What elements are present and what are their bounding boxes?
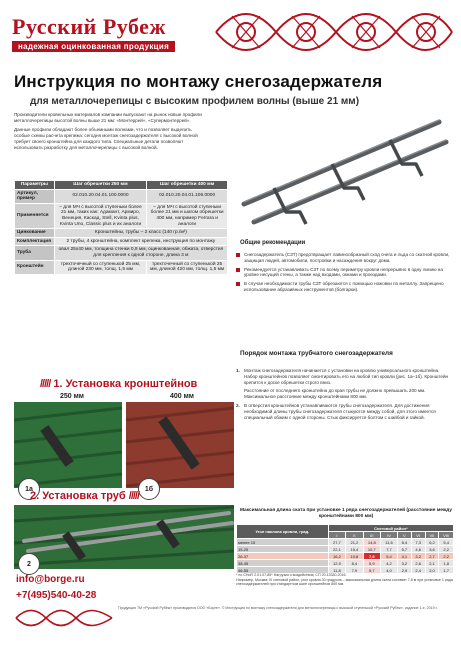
table-cell: 16,2: [328, 553, 345, 560]
section-label: Установка труб: [42, 490, 126, 502]
section-marker: /////: [128, 490, 140, 502]
table-cell: 7,3: [411, 539, 425, 546]
pipe-installation-image: [14, 505, 234, 569]
table-cell: 3,6: [425, 546, 439, 553]
spec-label: Артикул, пример: [15, 189, 55, 203]
length-label-b: 400 мм: [170, 393, 194, 400]
table-cell: 27,7: [328, 539, 345, 546]
list-item: В случае необходимости трубы СЗТ обрезаются с помощью ножовки по металлу. Запрещено использование абразивных инструментов (болгарки).: [236, 281, 452, 293]
example-note-text: Например, Москва: III снеговой район, угол кровли 30 градусов – максимальная длина ската составит 7,8 м при установке 1 ряда снегозадержателей при стандартном шаге кронштейнов 800 мм.: [236, 577, 453, 586]
table-cell: 2,1: [425, 560, 439, 567]
table-cell: 22,1: [328, 546, 345, 553]
order-heading: Порядок монтажа трубчатого снегозадержателя: [240, 350, 393, 357]
length-label-a: 250 мм: [60, 393, 84, 400]
spec-label: Кронштейн: [15, 260, 55, 274]
table-cell: 7,9: [346, 567, 363, 574]
section-number: 1.: [53, 378, 63, 390]
table-cell: 21,2: [346, 539, 363, 546]
section-number: 2.: [30, 490, 40, 502]
section-heading-pipes: [30, 490, 139, 502]
list-item: Снегозадержатель (СЗТ) предотвращает лавинообразный сход снега и льда со скатной кровли, защищая людей, автомобили, постройки и насаждения вокруг дома.: [236, 252, 452, 264]
table-cell: 2,4: [411, 567, 425, 574]
general-list: [236, 252, 452, 296]
table-cell: 3,2: [411, 553, 425, 560]
table-cell: 6,2: [425, 539, 439, 546]
footnote-text: * по СНиП 2.01.07-85* Нагрузки и воздействия; СП 20.13330.2016.: [236, 573, 347, 577]
table-cell: 4,0: [381, 567, 398, 574]
table-cell: 2,2: [439, 546, 454, 553]
page-title: Инструкция по монтажу снегозадержателя: [14, 72, 383, 91]
list-item: [236, 388, 452, 400]
load-table-caption: Максимальная длина ската при установке 1 ряда снегозадержателей (расстояние между кронштейнами 800 мм): [239, 508, 453, 519]
figure-label-1a: 1а: [18, 478, 40, 500]
spec-label: Труба: [15, 246, 55, 260]
table-cell: 2,9: [397, 567, 411, 574]
spec-cell: трехточечный со ступенькой 25 мм, длиной 420 мм, толщ. 1,5 мм: [147, 260, 228, 274]
spec-header: Шаг обрешетки 400 мм: [147, 181, 228, 190]
ornament-pattern: [212, 6, 456, 58]
table-cell: 8,4: [346, 560, 363, 567]
fine-print: Продукция ТМ «Русский Рубеж» производится ООО «Борге». © Инструкция по монтажу снегозадержателя для металлочерепицы с высокой ступенькой «Русский Рубеж», издание 1-е, 2019 г.: [118, 606, 438, 610]
spec-cell: овал 25x40 мм, толщина стенки 0,9 мм, оцинкованная, обжата, отверстия для крепления к одной стороне, длина 3 м: [54, 246, 227, 260]
table-row-highlighted: [237, 553, 454, 560]
section-heading-brackets: [40, 378, 197, 390]
section-label: Установка кронштейнов: [65, 378, 198, 390]
intro-text: [14, 112, 204, 154]
list-item: Рекомендуется устанавливать СЗТ по всему периметру кровли непрерывно в одну линию на уровне несущей стены, а также над входами, окнами и проездами.: [236, 267, 452, 279]
list-item: 2. В отверстия кронштейнов устанавливаются трубы снегозадержателя. Для достижения необходимой длины трубы снегозадержателя стыкуются между собой, для этого имеется специальный обжим с одной стороны. Стык фиксируется болтом с шайбой и гайкой.: [236, 402, 436, 420]
list-item: 1. Монтаж снегозадержателя начинается с установки на кровлю универсального кронштейна. Набор кронштейнов позволяет смонтировать его на любой тип кровли (рис. 1а–1б). Кронштейн крепится к доске обрешетки строго вниз.: [236, 368, 449, 385]
footer-ornament: [14, 607, 114, 629]
table-cell: 11,6: [381, 539, 398, 546]
list-item-text: Монтаж снегозадержателя начинается с установки на кровлю универсального кронштейна. Набор кронштейнов позволяет смонтировать его на любой тип кровли (рис. 1а–1б). Кронштейн крепится к доске обрешетки строго вниз.: [244, 368, 449, 385]
table-cell: 7,7: [381, 546, 398, 553]
angle-cell: 26-37: [237, 553, 329, 560]
zone-header: III: [363, 532, 380, 539]
figure-label-2: 2: [18, 553, 40, 575]
table-cell: 10,7: [363, 546, 380, 553]
zone-header: II: [346, 532, 363, 539]
angle-cell: 15-25: [237, 546, 329, 553]
zone-header: VII: [425, 532, 439, 539]
snow-guard-product-image: [234, 112, 452, 236]
spec-label: Применяется: [15, 203, 55, 228]
spec-cell: 02.010.20.04.01.106.0000: [147, 189, 228, 203]
zone-header: IV: [381, 532, 398, 539]
bracket-installation-image: [14, 402, 234, 488]
table-cell: 5,7: [363, 567, 380, 574]
load-table-corner: Угол наклона кровли, град.: [237, 525, 329, 539]
table-cell: 5,4: [381, 553, 398, 560]
table-cell: 4,6: [411, 546, 425, 553]
intro-paragraph: Производители кровельных материалов компании выпускают на рынок новые профили металлочерепицы высотой волны выше 21 мм: «Монтеррей», «Супермонтеррей».: [14, 112, 202, 123]
table-cell: 8,4: [397, 539, 411, 546]
table-cell: 3,2: [397, 560, 411, 567]
contact-email-link[interactable]: info@borge.ru: [16, 574, 85, 585]
table-cell: 11,8: [328, 567, 345, 574]
load-table-notes: [236, 573, 454, 587]
spec-table: [14, 180, 228, 275]
table-cell: 5,4: [439, 539, 454, 546]
table-cell: 2,0: [425, 567, 439, 574]
table-cell: 10,8: [346, 553, 363, 560]
table-cell: 14,8: [363, 539, 380, 546]
table-cell: 2,7: [425, 553, 439, 560]
table-cell: 4,2: [381, 560, 398, 567]
brand-logo: Русский Рубеж: [12, 14, 166, 39]
contact-phone-link[interactable]: +7(495)540-40-28: [16, 590, 97, 601]
spec-cell: трехточечный со ступенькой 25 мм, длиной 230 мм, толщ. 1,5 мм: [54, 260, 146, 274]
spec-cell: 2 трубы, 4 кронштейна, комплект крепежа, инструкция по монтажу: [54, 237, 227, 246]
figure-label-1b: 1б: [138, 478, 160, 500]
spec-cell: Кронштейны, трубы – 2 класс (140 гр./м²): [54, 229, 227, 238]
general-heading: Общие рекомендации: [240, 240, 306, 246]
section-marker: /////: [40, 378, 51, 390]
load-table-zone-label: Снеговой район*: [328, 525, 453, 532]
spec-header: Шаг обрешетки 250 мм: [54, 181, 146, 190]
table-cell: 15,4: [346, 546, 363, 553]
spec-label: Цинкование: [15, 229, 55, 238]
spec-header: Параметры: [15, 181, 55, 190]
angle-cell: 38-45: [237, 560, 329, 567]
list-item-text: Расстояние от последнего кронштейна до края трубы не должно превышать 200 мм. Максимальное расстояние между кронштейнами 800 мм.: [244, 388, 426, 400]
intro-paragraph: Данные профили обладают более объемными волнами, что и позволяет выделить особые схемы расчета крепежа: сегодня монтаж снегозадержателя с высокой волной требует своего кронштейна для каждого типа. Специальные детали позволяют использовать разработку для металлочерепицы с высокой волной.: [14, 127, 198, 150]
spec-cell: – для МЧ с высотой ступеньки более 21 мм и шагом обрешетки 400 мм, например Ferrara и аналоги: [147, 203, 228, 228]
brand-tagline: надежная оцинкованная продукция: [12, 41, 175, 52]
spec-cell: 02.010.20.04.01.100.0000: [54, 189, 146, 203]
table-cell: 12,9: [328, 560, 345, 567]
table-row: [237, 560, 454, 567]
table-cell: 5,9: [363, 560, 380, 567]
table-row: [237, 546, 454, 553]
order-list: [236, 368, 452, 423]
angle-cell: менее 15: [237, 539, 329, 546]
load-table: [236, 524, 454, 574]
spec-label: Комплектация: [15, 237, 55, 246]
zone-header: V: [397, 532, 411, 539]
angle-cell: 46-55: [237, 567, 329, 574]
table-cell: 1,7: [439, 567, 454, 574]
table-cell: 2,2: [439, 553, 454, 560]
table-cell: 1,8: [439, 560, 454, 567]
zone-header: I: [328, 532, 345, 539]
table-row: [237, 539, 454, 546]
table-cell: 4,1: [397, 553, 411, 560]
table-cell: 2,6: [411, 560, 425, 567]
zone-header: VIII: [439, 532, 454, 539]
table-cell-highlighted: 7,8: [363, 553, 380, 560]
table-cell: 5,7: [397, 546, 411, 553]
list-item-text: В отверстия кронштейнов устанавливаются трубы снегозадержателя. Для достижения необходимой длины трубы снегозадержателя стыкуются между собой, для этого имеется специальный обжим с одной стороны. Стык фиксируется болтом с шайбой и гайкой.: [244, 402, 436, 420]
spec-cell: – для МЧ с высотой ступеньки более 21 мм, таких как: Адамант, Армиро, Венеция, Каскад, Stell, Kvinta plus, Kvinta Uno, Classic plus и их аналоги: [54, 203, 146, 228]
page-subtitle: для металлочерепицы с высоким профилем волны (выше 21 мм): [30, 96, 360, 107]
zone-header: VI: [411, 532, 425, 539]
